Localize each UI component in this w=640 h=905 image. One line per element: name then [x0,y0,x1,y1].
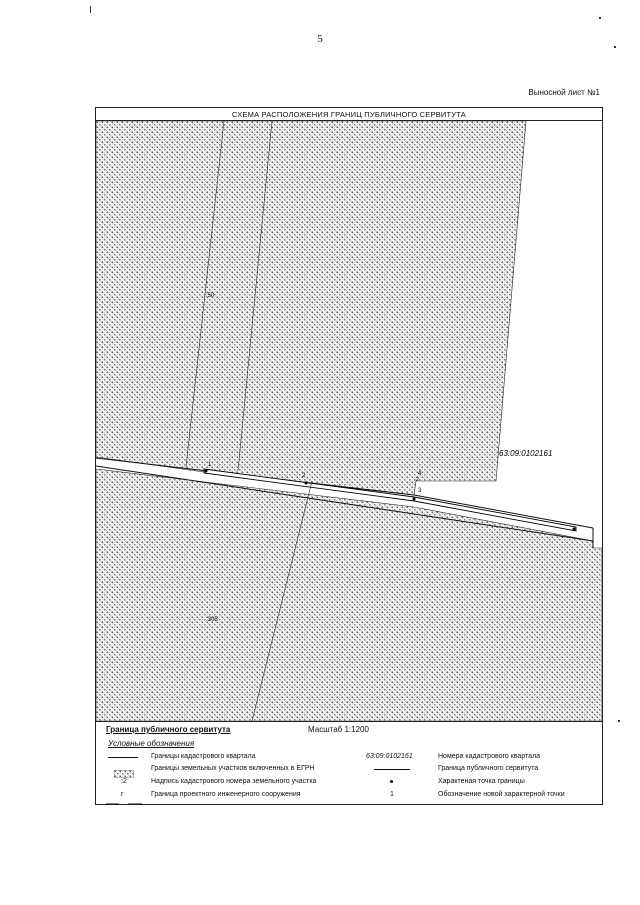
characteristic-point [573,528,576,531]
parcel-upper [96,121,526,495]
legend-dash-code: г [121,791,124,798]
cadastral-map [96,121,602,721]
point-label: 2 [302,473,306,479]
legend-label: Границы земельных участков включенных в ЕГРН [151,765,315,772]
scan-speck [90,6,91,13]
scan-speck [614,46,616,48]
characteristic-point [413,498,416,501]
legend-quarter-code: 63:09:0102161 [366,753,413,760]
scan-speck [618,720,620,722]
legend-dot-symbol [390,780,393,783]
legend-label: Граница публичного сервитута [438,765,539,772]
scale-text: Масштаб 1:1200 [308,725,369,734]
servitude-boundary-title: Граница публичного сервитута [106,725,231,734]
parcel-label: :305 [206,617,218,623]
legend-label: Надпись кадастрового номера земельного участка [151,778,317,785]
parcel-lower [96,469,602,721]
legend-label: Обозначение новой характерной точки [438,791,565,798]
legend-point-code: 1 [390,791,394,798]
legend-label: Номера кадастрового квартала [438,753,541,760]
parcel-label: :50 [206,293,215,299]
map-frame [95,107,603,805]
page-number: 5 [317,33,323,45]
legend-hatch-symbol [114,765,134,773]
legend-servitude-line-symbol [374,769,410,770]
sheet-label: Выносной лист №1 [528,88,600,97]
legend-parcel-code: :2 [121,778,127,785]
quarter-number-label: 63:09:0102161 [499,449,553,458]
characteristic-point [205,470,208,473]
legend-label: Граница проектного инженерного сооружения [151,791,301,798]
characteristic-point [305,482,308,485]
point-label: 1 [208,462,212,468]
scan-speck [599,17,601,19]
legend-dash-line-symbol [106,795,142,803]
map-area [96,121,602,721]
legend-label: Характеная точка границы [438,778,525,785]
legend-solid-line-symbol [108,757,138,758]
point-label: 4 [418,471,422,477]
point-label: 3 [418,488,422,494]
legend-label: Границы кадастрового квартала [151,753,256,760]
parcel-label: :2 [414,477,420,483]
bottom-panel [96,721,602,805]
map-title: СХЕМА РАСПОЛОЖЕНИЯ ГРАНИЦ ПУБЛИЧНОГО СЕРВИТУТА [96,108,602,121]
legend-title: Условные обозначения [108,739,195,748]
